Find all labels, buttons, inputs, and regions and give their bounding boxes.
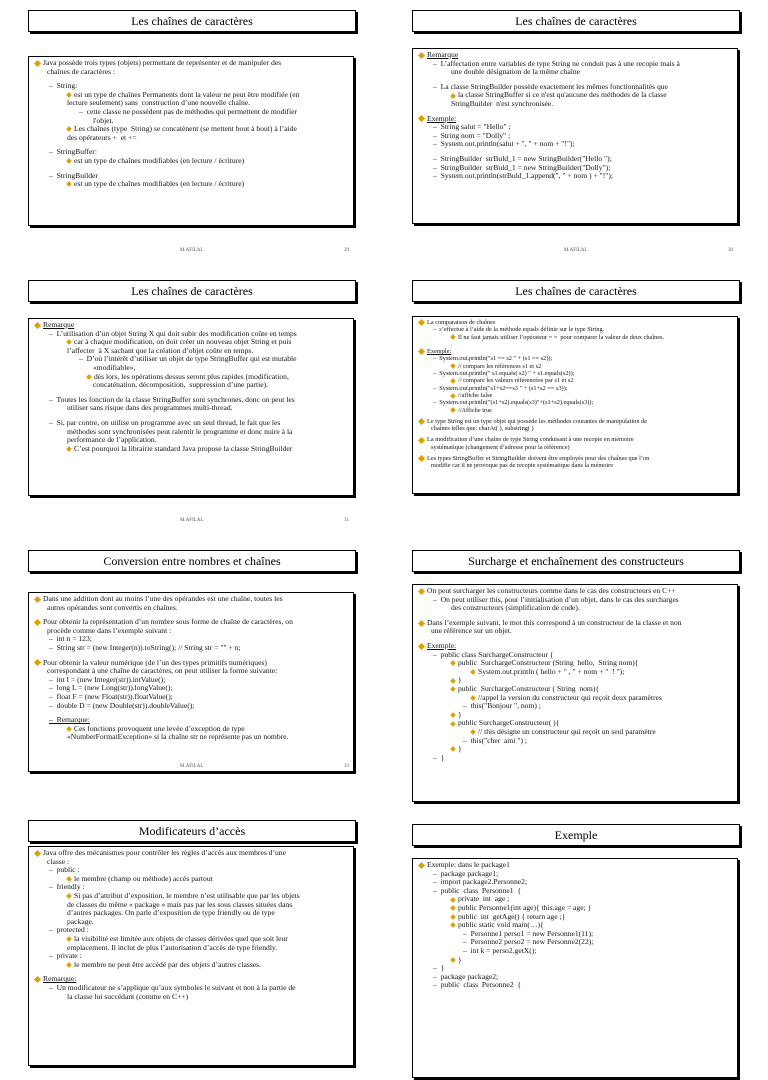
line-text: autres opérandes sont convertis en chaînes. — [47, 602, 178, 612]
text-line — [31, 381, 351, 390]
bullet-icon — [418, 319, 425, 326]
bullet-icon — [66, 182, 72, 188]
text-line — [415, 100, 735, 109]
line-text: Pour obtenir la valeur numérique (de l’un des types primitifs numériques) — [43, 657, 267, 667]
line-text: public SurchargeConstructeur ( String nom){ — [458, 683, 600, 693]
bullet-icon — [66, 127, 72, 133]
line-text: – private : — [49, 951, 82, 961]
bullet-icon — [450, 661, 456, 667]
line-text: System.out.println ( hello + " , " + nom + " ! "); — [478, 666, 625, 676]
bullet-icon — [66, 340, 72, 346]
text-line — [31, 733, 351, 742]
line-text: – La classe StringBuilder possède exactement les mêmes fonctionnalités que — [433, 81, 668, 91]
line-text: public static void main(…){ — [458, 920, 544, 930]
line-text: – String str = (new Integer(n)).toString(); // String str = "" + n; — [49, 642, 241, 652]
bullet-icon — [418, 588, 425, 595]
text-line — [415, 737, 735, 746]
text-line — [415, 334, 735, 341]
slide-content-box — [412, 584, 738, 802]
line-text: concaténation, décomposition, suppression d’une partie). — [93, 380, 269, 390]
bullet-icon — [86, 374, 92, 380]
bullet-icon — [34, 60, 41, 67]
line-text: – s’effectue à l’aide de la méthode equals définie sur le type String. — [433, 326, 605, 334]
line-text: – System.out.println(strBuld_1.append(", " + nom ) + "!"); — [433, 171, 613, 181]
line-text: systématique (changement d’adresse pour la référence) — [431, 443, 570, 451]
line-text: – StringBuilder strBuld_1 = new StringBuilder("Hello "); — [433, 153, 612, 163]
slide-title: Les chaînes de caractères — [28, 280, 356, 302]
text-line — [415, 68, 735, 77]
text-line — [31, 180, 351, 189]
line-text: lecture seulement) sans construction d’une nouvelle chaîne. — [67, 98, 251, 108]
line-text: On peut surcharger les constructeurs comme dans le cas des constructeurs en C++ — [427, 586, 676, 595]
line-text: une référence sur un objet. — [431, 626, 512, 636]
text-line — [415, 956, 735, 965]
slide-page-number: 31 — [344, 518, 349, 523]
slide-3 — [0, 270, 384, 540]
line-text: public SurchargeConstructeur( ){ — [458, 718, 560, 728]
line-text: – protected : — [49, 925, 89, 935]
bullet-icon — [450, 407, 456, 413]
text-line — [31, 404, 351, 413]
text-line — [31, 644, 351, 653]
text-line — [415, 172, 735, 181]
line-text: private int age ; — [458, 894, 510, 904]
text-line — [415, 377, 735, 384]
line-text: correspondant à une chaîne de caractères, on peut utiliser la forme suivante: — [47, 666, 278, 676]
line-text: «NumberFormatException» si la chaîne str ne représente pas un nombre. — [67, 732, 289, 742]
line-text: . — [451, 340, 453, 348]
line-text: Exemple: dans le package1 — [427, 860, 510, 869]
text-line — [415, 981, 735, 990]
line-text: performance de l’application. — [67, 435, 157, 445]
bullet-icon — [34, 596, 41, 603]
line-text: – public class Personne2 { — [433, 980, 522, 990]
line-text: utiliser sans risque dans des programmes multi-thread. — [67, 403, 233, 413]
line-text: C’est pourquoi la librairie standard Java propose la classe StringBuilder — [74, 443, 293, 453]
line-text: – public : — [49, 865, 80, 875]
line-text: – StringBuilder — [49, 170, 98, 180]
text-line — [415, 444, 735, 451]
text-line — [31, 849, 351, 858]
bullet-icon — [66, 962, 72, 968]
text-line — [415, 455, 735, 462]
line-text: Exemple: — [427, 640, 457, 650]
text-line — [31, 961, 351, 970]
text-line — [415, 702, 735, 711]
bullet-icon — [418, 643, 425, 650]
line-text: – String nom = "Dolly" ; — [433, 130, 511, 140]
slide-content-box — [412, 858, 738, 1078]
line-text: la visibilité est limitée aux objets de classes dérivées quel que soit leur — [74, 933, 288, 943]
text-line — [415, 754, 735, 763]
line-text: – float F = (new Float(str)).floatValue(); — [49, 691, 173, 701]
bullet-icon — [418, 619, 425, 626]
slide-title: Modificateurs d’accès — [28, 820, 356, 842]
line-text: Les chaînes (type String) se concatènent (se mettent bout à bout) à l’aide — [74, 124, 297, 134]
line-text: // compare les références s1 et s2 — [458, 362, 542, 370]
slide-6 — [384, 540, 768, 810]
line-text: – package package1; — [433, 868, 499, 878]
line-text: public int getAge() { return age ;} — [458, 911, 566, 921]
line-text: package. — [67, 916, 94, 926]
slide-1 — [0, 0, 384, 270]
line-text: – Personne1 perso1 = new Personne1(11); — [463, 928, 594, 938]
slide-7 — [0, 810, 384, 1080]
bullet-icon — [66, 876, 72, 882]
line-text: Dans l’exemple suivant, le mot this correspond à un constructeur de la classe et non — [427, 617, 682, 627]
line-text: public Personne1(int age){ this.age = age; } — [458, 902, 592, 912]
line-text: Pour obtenir la représentation d’un nombre sous forme de chaîne de caractères, on — [43, 617, 293, 627]
bullet-icon — [34, 659, 41, 666]
line-text: l'objet. — [93, 115, 114, 125]
line-text: – L’utilisation d’un objet String X qui doit subir des modification coûte en temps — [49, 328, 297, 338]
bullet-icon — [66, 726, 72, 732]
line-text: – this("Bonjour ", nom) ; — [463, 701, 541, 711]
bullet-icon — [34, 976, 41, 983]
line-text: – StringBuilder strBuld_1 = new StringBuilder("Dolly"); — [433, 162, 611, 172]
line-text: chaînes telles que: charAt( ), substring( ) — [431, 425, 534, 433]
line-text: méthodes sont synchronisées peut ralentir le programme et donc nuire à la — [67, 426, 293, 436]
text-line — [415, 604, 735, 613]
line-text: Remarque — [43, 320, 75, 329]
line-text: // compare les valeurs référencées par s1 et s2 — [458, 377, 574, 385]
line-text: de classes du même « package » mais pas par les sous classes situées dans — [67, 899, 293, 909]
line-text: – } — [433, 752, 445, 762]
line-text: – String: — [49, 81, 78, 91]
text-line — [415, 745, 735, 754]
slide-author: M.AFILAL — [180, 518, 204, 523]
bullet-icon — [450, 914, 456, 920]
text-line — [31, 134, 351, 143]
text-line — [415, 363, 735, 370]
bullet-icon — [34, 322, 41, 329]
bullet-icon — [418, 115, 425, 122]
text-line — [415, 140, 735, 149]
text-line — [31, 702, 351, 711]
bullet-icon — [450, 678, 456, 684]
line-text: des opérateurs + et += — [67, 132, 137, 142]
line-text: – int I = (new Integer(str)).intValue(); — [49, 674, 166, 684]
text-line — [415, 462, 735, 469]
bullet-icon — [470, 695, 476, 701]
text-line — [31, 604, 351, 613]
slide-title: Conversion entre nombres et chaînes — [28, 550, 356, 572]
bullet-icon — [450, 363, 456, 369]
line-text: – int n = 123; — [49, 634, 92, 644]
text-line — [31, 445, 351, 454]
line-text: le membre ne peut être accédé par des objets d’autres classes. — [74, 959, 262, 969]
bullet-icon — [450, 686, 456, 692]
slide-2 — [384, 0, 768, 270]
line-text: – Toutes les fonction de la classe StringBuffer sont synchrones, donc on peut les — [49, 394, 295, 404]
bullet-icon — [450, 905, 456, 911]
slide-content-box — [28, 318, 354, 496]
line-text: – cette classe ne possèdent pas de méthodes qui permettent de modifier — [79, 106, 298, 116]
bullet-icon — [66, 893, 72, 899]
text-line — [415, 425, 735, 432]
bullet-icon — [450, 721, 456, 727]
line-text: //Affiche true — [458, 406, 492, 414]
line-text: – On peut utiliser this, pour l’initialisation d’un objet, dans le cas des surcharges — [433, 594, 679, 604]
slide-content-box — [28, 56, 354, 226]
bullet-icon — [470, 669, 476, 675]
line-text: est un type de chaînes Permanents dont la valeur ne peut être modifiée (en — [74, 89, 300, 99]
text-line — [415, 341, 735, 348]
text-line — [415, 418, 735, 425]
line-text: «modifiable», — [93, 362, 136, 372]
line-text: – System.out.println(salut + ", " + nom + "!"); — [433, 139, 575, 149]
bullet-icon — [470, 729, 476, 735]
text-line — [415, 947, 735, 956]
line-text: – package package2; — [433, 971, 499, 981]
line-text: } — [458, 954, 462, 964]
text-line — [415, 319, 735, 326]
line-text: – D’où l’intérêt d’utiliser un objet de type StringBuffer qui est mutable — [79, 354, 297, 364]
bullet-icon — [450, 923, 456, 929]
text-line — [415, 355, 735, 362]
bullet-icon — [418, 52, 425, 59]
line-text: public SurchargeConstructeur (String hello, String nom){ — [458, 658, 639, 668]
line-text: Remarque: — [43, 974, 77, 984]
line-text: dès lors, les opérations dessus seront plus rapides (modification, — [94, 371, 289, 381]
slide-author: M.AFILAL — [564, 248, 588, 253]
line-text: – this("cher ami ") ; — [463, 735, 527, 745]
slide-page-number: 33 — [344, 764, 349, 769]
line-text: emplacement. Il inclut de plus l’autorisation d’accès de type friendly. — [67, 942, 278, 952]
line-text: Il ne faut jamais utiliser l’opérateur = = pour comparer la valeur de deux chaînes. — [458, 333, 665, 341]
slide-content-box — [412, 48, 738, 224]
line-text: Ces fonctions provoquent une levée d’exception de type — [74, 723, 245, 733]
line-text: La comparaison de chaînes — [427, 319, 496, 326]
bullet-icon — [450, 378, 456, 384]
bullet-icon — [450, 957, 456, 963]
bullet-icon — [418, 455, 425, 462]
line-text: – System.out.println("s1+s2==s3 " + (s1+s2 == s3)); — [433, 384, 568, 392]
text-line — [31, 993, 351, 1002]
slide-8 — [384, 810, 768, 1080]
text-line — [31, 108, 351, 117]
line-text: – Remarque: — [49, 715, 90, 725]
line-text: Remarque — [427, 50, 459, 59]
bullet-icon — [66, 446, 72, 452]
line-text: Exemple: — [427, 113, 457, 123]
line-text: – System.out.println(" s1.equals( s2) " + s1.equals(s2)); — [433, 370, 575, 378]
bullet-icon — [66, 92, 72, 98]
bullet-icon — [34, 850, 41, 857]
line-text: – } — [433, 963, 445, 973]
text-line — [415, 436, 735, 443]
line-text: – long L = (new Long(str)).longValue(); — [49, 683, 173, 693]
slide-5 — [0, 540, 384, 810]
slide-title: Les chaînes de caractères — [412, 10, 740, 32]
text-line — [415, 627, 735, 636]
line-text: – import package2.Personne2; — [433, 877, 528, 887]
slide-content-box — [28, 592, 354, 772]
text-line — [415, 370, 735, 377]
bullet-icon — [66, 936, 72, 942]
line-text: Si pas d’attribut d’exposition, le membre n’est utilisable que par les objets — [74, 890, 300, 900]
line-text: modifie car il ne provoque pas de recopie systématique dans la mémoire — [431, 462, 614, 470]
text-line — [31, 355, 351, 364]
line-text: – int k = perso2.getX(); — [463, 945, 537, 955]
text-line — [415, 385, 735, 392]
text-line — [415, 407, 735, 414]
bullet-icon — [450, 334, 456, 340]
slide-title: Les chaînes de caractères — [412, 280, 740, 302]
line-text: chaînes de caractères : — [47, 66, 116, 76]
slide-author: M.AFILAL — [180, 248, 204, 253]
line-text: Exemple: — [427, 348, 452, 356]
line-text: – friendly : — [49, 882, 85, 892]
line-text: – Personne2 perso2 = new Personne2(22); — [463, 937, 594, 947]
line-text: } — [458, 709, 462, 719]
slide-page-number: 29 — [344, 248, 349, 253]
line-text: – public class Personne1 { — [433, 885, 522, 895]
line-text: Les types StringBuffer et StringBuilder doivent être employés pour des chaînes que l’on — [427, 455, 650, 463]
line-text: procède comme dans l’exemple suivant : — [47, 625, 172, 635]
line-text: – System.out.println("s1 == s2 " + (s1 == s2)); — [433, 355, 553, 363]
slide-content-box — [412, 316, 738, 494]
line-text: // this désigne un constructeur qui reçoit un seul paramètre — [478, 726, 656, 736]
text-line — [415, 392, 735, 399]
line-text: Java offre des mécanismes pour contrôler les règles d’accès aux membres d’une — [43, 848, 286, 857]
line-text: //appel la version du constructeur qui reçoit deux paramètres — [478, 692, 662, 702]
bullet-icon — [34, 619, 41, 626]
line-text: car à chaque modification, on doit créer un nouveau objet String et puis — [74, 337, 292, 347]
bullet-icon — [418, 436, 425, 443]
line-text: est un type de chaînes modifiables (en lecture / écriture) — [74, 179, 245, 189]
line-text: classe : — [47, 856, 70, 866]
line-text: StringBuilder n'est synchronisée. — [451, 98, 554, 108]
text-line — [415, 668, 735, 677]
line-text: //affiche false — [458, 391, 493, 399]
line-text: Dans une addition dont au moins l’une des opérandes est une chaîne, toutes les — [43, 594, 283, 603]
line-text: – System.out.println("(s1+s2).equals(s3)"+(s1+s2).equals(s3)); — [433, 399, 594, 407]
line-text: – Un modificateur ne s’applique qu’aux symboles le suivant et non à la partie de — [49, 982, 296, 992]
bullet-icon — [450, 897, 456, 903]
line-text: – String salut = "Hello" ; — [433, 122, 511, 132]
line-text: – L’affectation entre variables de type String ne conduit pas à une recopie mais à — [433, 58, 680, 68]
bullet-icon — [450, 747, 456, 753]
bullet-icon — [418, 348, 425, 355]
line-text: – StringBuffer: — [49, 147, 97, 157]
slide-title: Exemple — [412, 824, 740, 846]
line-text: la classe lui succédant (comme en C++) — [67, 991, 189, 1001]
slide-page-number: 30 — [728, 248, 733, 253]
slide-author: M.AFILAL — [180, 764, 204, 769]
line-text: } — [458, 675, 462, 685]
line-text: une double désignation de la même chaîne — [451, 67, 581, 77]
text-line — [31, 157, 351, 166]
line-text: des constructeurs (simplification de code). — [451, 603, 580, 613]
line-text: le membre (champ ou méthode) accès partout — [74, 873, 213, 883]
slide-title: Surcharge et enchaînement des constructeurs — [412, 550, 740, 572]
line-text: – double D = (new Double(str)).doubleValue(); — [49, 700, 195, 710]
bullet-icon — [450, 93, 456, 99]
line-text: d’autres packages. On parle d’exposition de type friendly ou de type — [67, 908, 275, 918]
text-line — [415, 326, 735, 333]
line-text: } — [458, 744, 462, 754]
line-text: est un type de chaînes modifiables (en lecture / écriture) — [74, 155, 245, 165]
slide-content-box — [28, 846, 354, 1066]
line-text: l’affecter à X sachant que la création d’objet coûte en temps. — [67, 345, 254, 355]
slide-title: Les chaînes de caractères — [28, 10, 356, 32]
line-text: la classe StringBuffer si ce n'est qu'aucune des méthodes de la classe — [458, 90, 667, 100]
bullet-icon — [450, 712, 456, 718]
bullet-icon — [450, 393, 456, 399]
bullet-icon — [418, 418, 425, 425]
text-line — [31, 68, 351, 77]
text-line — [415, 348, 735, 355]
bullet-icon — [66, 158, 72, 164]
line-text: – Si, par contre, on utilise un programme avec un seul thread, le fait que les — [49, 417, 281, 427]
bullet-icon — [418, 862, 425, 869]
slide-4 — [384, 270, 768, 540]
line-text: Le type String est un type objet qui possède les méthodes courantes de manipulation de — [427, 417, 647, 425]
line-text: Java possède trois types (objets) permettant de représenter et de manipuler des — [43, 58, 282, 67]
line-text: – public class SurchargeConstructeur { — [433, 649, 554, 659]
line-text: La modification d’une chaîne de type String conduisant à une recopie en mémoire — [427, 436, 634, 444]
text-line — [415, 399, 735, 406]
